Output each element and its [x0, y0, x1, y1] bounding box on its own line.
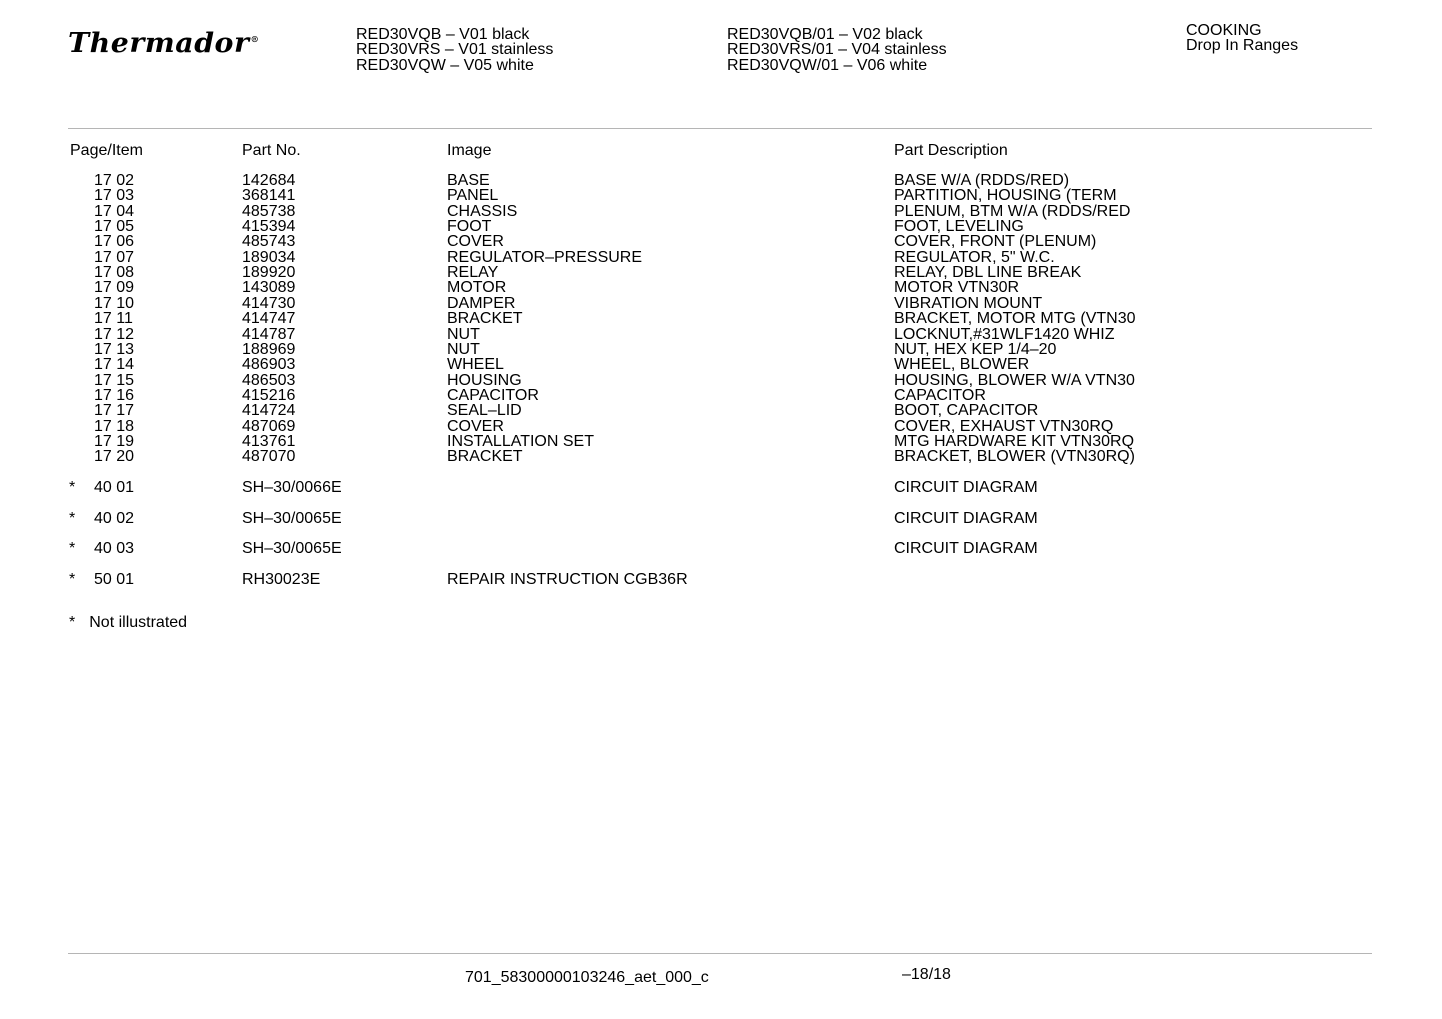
footer-divider: [68, 953, 1372, 954]
subcategory: Drop In Ranges: [1186, 37, 1299, 55]
footnote: [69, 614, 187, 632]
page-item: 17 07: [94, 248, 135, 266]
column-header-description: Part Description: [894, 142, 1008, 159]
page-item: 17 17: [94, 402, 135, 420]
table-row: [0, 572, 1442, 587]
part-description: BASE W/A (RDDS/RED): [894, 172, 1070, 189]
part-description: CIRCUIT DIAGRAM: [894, 509, 1038, 527]
row-star: *: [69, 479, 76, 496]
image-name: COVER: [447, 233, 504, 251]
part-number: 413761: [242, 432, 296, 450]
part-number: SH–30/0066E: [242, 479, 342, 496]
table-row: [0, 480, 1442, 495]
table-row: [0, 250, 1442, 265]
footnote-text: Not illustrated: [89, 614, 188, 631]
part-number: 485738: [242, 202, 296, 220]
column-header-part-no: Part No.: [242, 142, 301, 159]
page-item: 17 19: [94, 432, 135, 450]
part-description: RELAY, DBL LINE BREAK: [894, 264, 1082, 282]
table-row: [0, 204, 1442, 219]
part-description: FOOT, LEVELING: [894, 218, 1024, 236]
part-number: 414730: [242, 294, 296, 312]
page-item: 17 05: [94, 218, 135, 236]
part-number: SH–30/0065E: [242, 509, 342, 527]
part-number: 368141: [242, 187, 296, 205]
page-item: 40 03: [94, 540, 135, 558]
part-number: 487070: [242, 448, 296, 466]
image-name: WHEEL: [447, 356, 504, 374]
part-description: VIBRATION MOUNT: [894, 294, 1043, 312]
part-description: WHEEL, BLOWER: [894, 356, 1030, 374]
page-item: 17 08: [94, 264, 135, 282]
page-item: 17 14: [94, 356, 135, 374]
model-line: RED30VQW/01 – V06 white: [727, 56, 928, 74]
page-item: 17 11: [94, 310, 133, 328]
part-number: 189034: [242, 248, 296, 266]
table-row: [0, 219, 1442, 234]
table-row: [0, 434, 1442, 449]
footnote-star: *: [69, 614, 76, 631]
page-number: –18/18: [902, 966, 951, 983]
image-name: CAPACITOR: [447, 386, 539, 404]
table-row: [0, 541, 1442, 556]
table-row: [0, 449, 1442, 464]
page-item: 17 04: [94, 202, 135, 220]
table-row: [0, 327, 1442, 342]
table-row: [0, 373, 1442, 388]
image-name: BRACKET: [447, 310, 523, 328]
registered-mark: ®: [250, 34, 260, 44]
part-number: RH30023E: [242, 571, 321, 589]
image-name: HOUSING: [447, 371, 522, 389]
part-description: LOCKNUT,#31WLF1420 WHIZ: [894, 325, 1115, 343]
brand-name: Thermador: [68, 28, 250, 59]
table-row: [0, 173, 1442, 188]
part-number: 485743: [242, 233, 296, 251]
part-number: 188969: [242, 340, 296, 358]
model-line: RED30VRS – V01 stainless: [356, 41, 554, 59]
part-number: 415394: [242, 218, 296, 236]
image-name: COVER: [447, 417, 504, 435]
model-line: RED30VQB – V01 black: [356, 26, 530, 43]
brand-logo: [68, 28, 258, 59]
image-name: RELAY: [447, 264, 499, 282]
table-row: [0, 188, 1442, 203]
page-item: 17 09: [94, 279, 135, 297]
part-description: COVER, FRONT (PLENUM): [894, 233, 1097, 251]
table-row: [0, 419, 1442, 434]
image-name: REGULATOR–PRESSURE: [447, 248, 643, 266]
image-name: MOTOR: [447, 279, 507, 297]
image-name: SEAL–LID: [447, 402, 522, 420]
page-item: 17 06: [94, 233, 135, 251]
image-name: NUT: [447, 325, 480, 343]
part-number: 414747: [242, 310, 296, 328]
page-item: 40 02: [94, 509, 135, 527]
part-description: BRACKET, MOTOR MTG (VTN30: [894, 310, 1136, 328]
part-description: REGULATOR, 5" W.C.: [894, 248, 1055, 266]
table-row: [0, 311, 1442, 326]
page-item: 17 20: [94, 448, 135, 466]
part-number: 414787: [242, 325, 296, 343]
category: COOKING: [1186, 22, 1262, 39]
part-description: NUT, HEX KEP 1/4–20: [894, 340, 1057, 358]
table-row: [0, 403, 1442, 418]
part-description: MOTOR VTN30R: [894, 279, 1020, 297]
row-star: *: [69, 509, 76, 527]
model-line: RED30VRS/01 – V04 stainless: [727, 41, 947, 59]
part-description: MTG HARDWARE KIT VTN30RQ: [894, 432, 1135, 450]
page-item: 17 16: [94, 386, 135, 404]
category-block: [1186, 23, 1298, 54]
model-list-1: [356, 27, 553, 73]
document-code: 701_58300000103246_aet_000_c: [465, 969, 709, 986]
page-item: 17 13: [94, 340, 135, 358]
part-number: 415216: [242, 386, 296, 404]
part-description: HOUSING, BLOWER W/A VTN30: [894, 371, 1135, 389]
page-item: 17 15: [94, 371, 135, 389]
part-number: 414724: [242, 402, 296, 420]
part-description: PARTITION, HOUSING (TERM: [894, 187, 1117, 205]
table-row: [0, 388, 1442, 403]
image-name: DAMPER: [447, 294, 516, 312]
part-number: 189920: [242, 264, 296, 282]
part-number: SH–30/0065E: [242, 540, 342, 558]
part-description: PLENUM, BTM W/A (RDDS/RED: [894, 202, 1131, 220]
model-line: RED30VQB/01 – V02 black: [727, 26, 923, 43]
table-row: [0, 234, 1442, 249]
page-item: 17 02: [94, 172, 135, 189]
image-name: CHASSIS: [447, 202, 518, 220]
page-item: 40 01: [94, 479, 135, 496]
row-star: *: [69, 571, 76, 589]
table-row: [0, 511, 1442, 526]
part-number: 487069: [242, 417, 296, 435]
part-description: CAPACITOR: [894, 386, 986, 404]
row-star: *: [69, 540, 76, 558]
image-name: INSTALLATION SET: [447, 432, 594, 450]
part-description: COVER, EXHAUST VTN30RQ: [894, 417, 1114, 435]
image-name: PANEL: [447, 187, 499, 205]
table-row: [0, 357, 1442, 372]
part-number: 486903: [242, 356, 296, 374]
part-description: CIRCUIT DIAGRAM: [894, 540, 1038, 558]
page-item: 50 01: [94, 571, 135, 589]
page-item: 17 18: [94, 417, 135, 435]
image-name: NUT: [447, 340, 480, 358]
column-header-page-item: Page/Item: [70, 142, 143, 159]
page-item: 17 12: [94, 325, 135, 343]
part-description: BRACKET, BLOWER (VTN30RQ): [894, 448, 1135, 466]
image-name: REPAIR INSTRUCTION CGB36R: [447, 571, 688, 589]
image-name: BRACKET: [447, 448, 523, 466]
part-description: CIRCUIT DIAGRAM: [894, 479, 1038, 496]
page-item: 17 03: [94, 187, 135, 205]
table-row: [0, 265, 1442, 280]
model-list-2: [727, 27, 947, 73]
table-row: [0, 296, 1442, 311]
header-divider: [68, 128, 1372, 129]
part-description: BOOT, CAPACITOR: [894, 402, 1039, 420]
part-number: 142684: [242, 172, 296, 189]
table-row: [0, 280, 1442, 295]
column-header-image: Image: [447, 142, 492, 159]
part-number: 486503: [242, 371, 296, 389]
image-name: BASE: [447, 172, 490, 189]
part-number: 143089: [242, 279, 296, 297]
table-row: [0, 342, 1442, 357]
page-item: 17 10: [94, 294, 135, 312]
image-name: FOOT: [447, 218, 492, 236]
model-line: RED30VQW – V05 white: [356, 56, 534, 74]
